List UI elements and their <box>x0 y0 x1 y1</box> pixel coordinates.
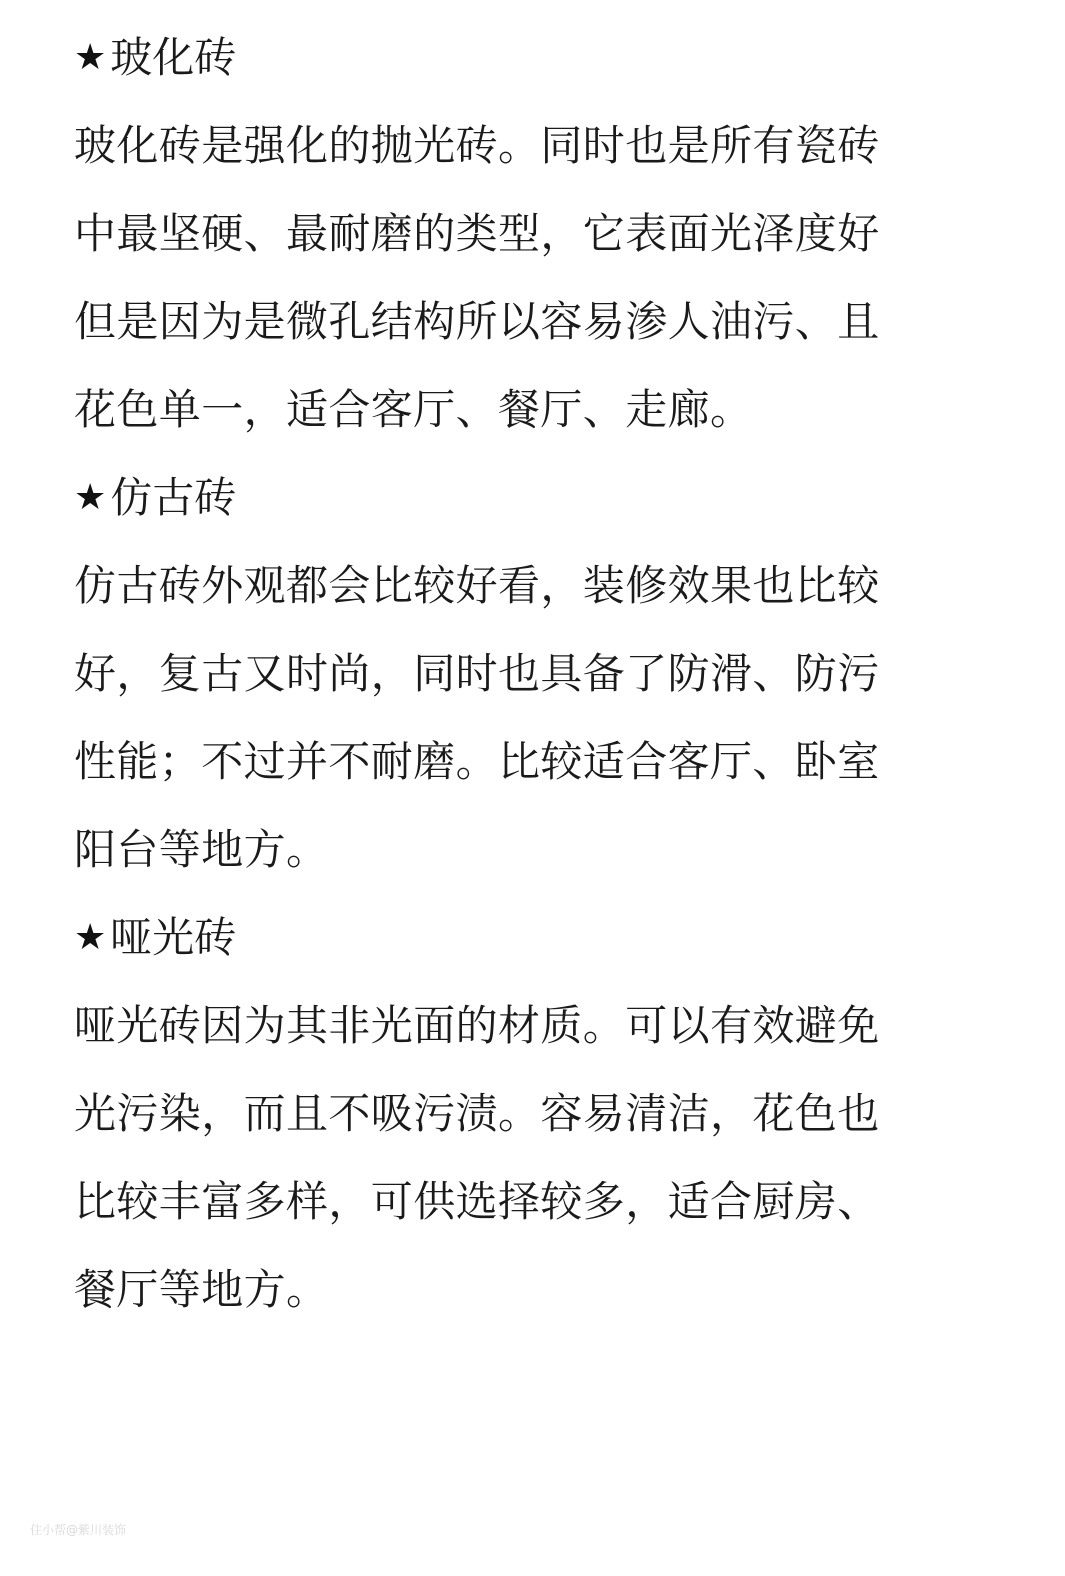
body-line: 玻化砖是强化的抛光砖。同时也是所有瓷砖 <box>74 121 880 170</box>
heading-text: 仿古砖 <box>110 473 237 522</box>
body-line: 仿古砖外观都会比较好看，装修效果也比较 <box>74 561 880 610</box>
section-heading <box>74 894 984 982</box>
star-icon: ★ <box>74 37 107 78</box>
section-matte-tile <box>74 894 984 1334</box>
body-line: 比较丰富多样，可供选择较多，适合厨房、 <box>74 1177 880 1226</box>
body-line: 性能；不过并不耐磨。比较适合客厅、卧室 <box>74 737 880 786</box>
section-body <box>74 102 984 454</box>
body-line: 花色单一，适合客厅、餐厅、走廊。 <box>74 385 753 434</box>
body-line: 光污染，而且不吸污渍。容易清洁，花色也 <box>74 1089 880 1138</box>
body-line: 好，复古又时尚，同时也具备了防滑、防污 <box>74 649 880 698</box>
star-icon: ★ <box>74 917 107 958</box>
watermark: 住小帮@紫川装饰 <box>30 1523 127 1537</box>
body-line: 但是因为是微孔结构所以容易渗人油污、且 <box>74 297 880 346</box>
star-icon: ★ <box>74 477 107 518</box>
section-heading <box>74 454 984 542</box>
body-line: 阳台等地方。 <box>74 825 329 874</box>
section-body <box>74 982 984 1334</box>
body-line: 餐厅等地方。 <box>74 1265 329 1314</box>
section-heading <box>74 14 984 102</box>
section-vitrified-tile <box>74 14 984 454</box>
article <box>74 14 984 1334</box>
body-line: 哑光砖因为其非光面的材质。可以有效避免 <box>74 1001 880 1050</box>
body-line: 中最坚硬、最耐磨的类型，它表面光泽度好 <box>74 209 880 258</box>
heading-text: 玻化砖 <box>110 33 237 82</box>
section-antique-tile <box>74 454 984 894</box>
section-body <box>74 542 984 894</box>
heading-text: 哑光砖 <box>110 913 237 962</box>
